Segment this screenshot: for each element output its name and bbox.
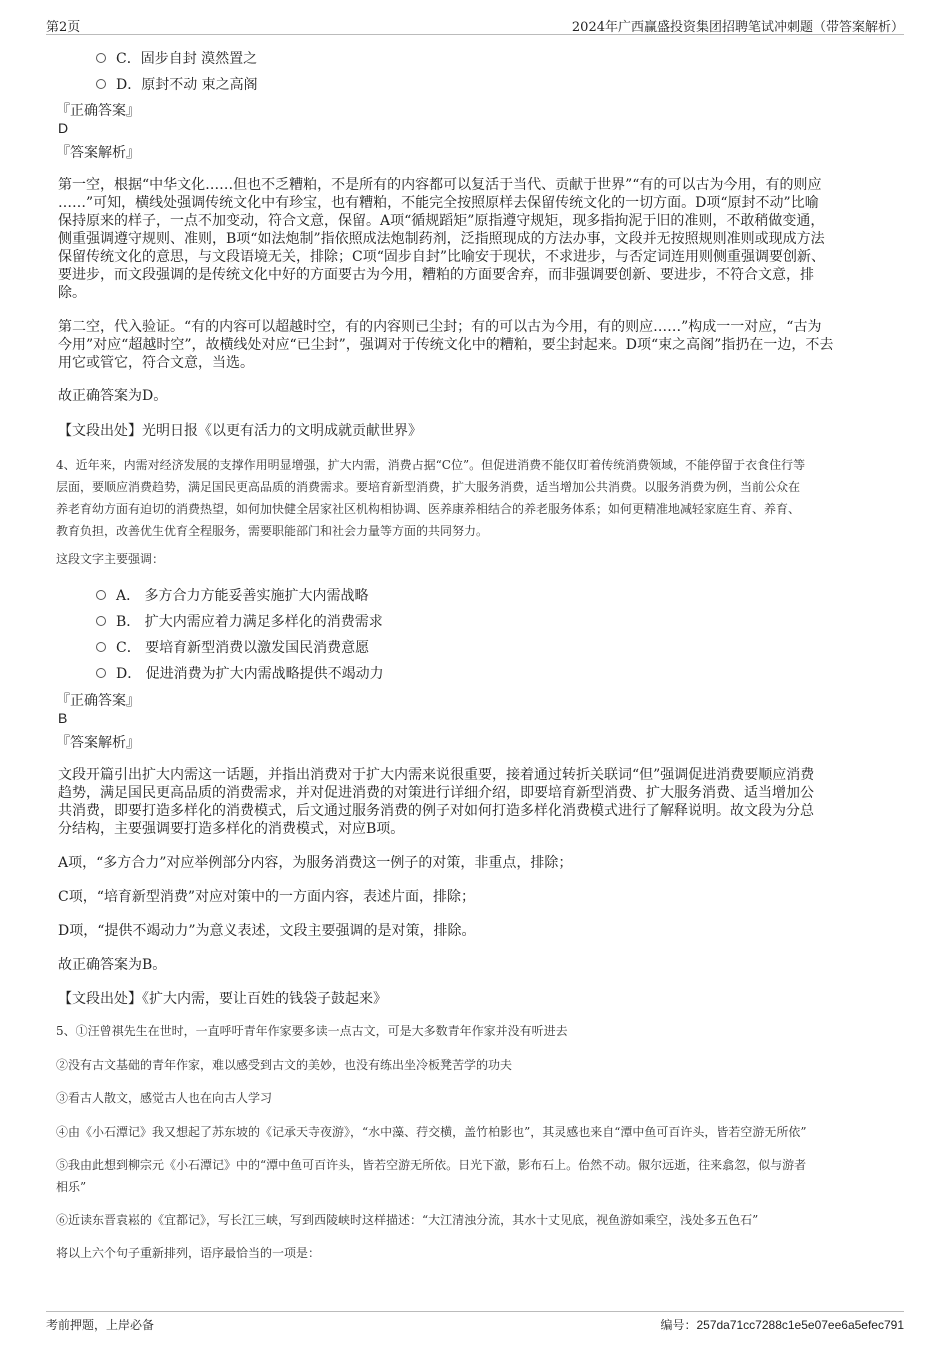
analysis-label: 『答案解析』 [56,735,140,751]
option-d[interactable]: D． 促进消费为扩大内需战略提供不竭动力 [96,663,384,683]
option-a[interactable]: A． 多方合力方能妥善实施扩大内需战略 [96,585,369,605]
sentence-2: ②没有古文基础的青年作家，难以感受到古文的美妙，也没有练出坐冷板凳苦学的功夫 [56,1058,513,1072]
page-header [46,14,904,35]
analysis-paragraph-2: 第二空，代入验证。“有的内容可以超越时空，有的内容则已尘封；有的可以古为今用，有的则应……”构成一一对应，“古为 今用”对应“超越时空”，故横线处对应“已尘封”，强调对于传统文化中的糟粕，要尘封起来。D项“束之高阁”指扔在一边，不去 用它或管它，符合文意，当选。 [58,319,834,371]
analysis-paragraph-1: 第一空，根据“中华文化……但也不乏糟粕，不是所有的内容都可以复活于当代、贡献于世界”“有的可以古为今用，有的则应 ……”可知，横线处强调传统文化中有珍宝，也有糟粕，不能完全按照原样去保留传统文化的一切方面。D项“原封不动”比喻 保持原来的样子，一点不加变动，符合文意，保留。A项“循规蹈矩”原指遵守规矩，现多指拘泥于旧的准则，不敢稍做变通， 侧重强调遵守规则、准则，B项“如法炮制”指依照成法炮制药剂，泛指照现成的方法办事，文段并无按照规则准则或现成方法 保留传统文化的意思，与文段语境无关，排除；C项“固步自封”比喻安于现状，不求进步，与否定词连用则侧重强调要创新、 要进步，而文段强调的是传统文化中好的方面要古为今用，糟粕的方面要舍弃，而非强调要创新、要进步，不符合文意，排 除。 [58,177,826,301]
conclusion: 故正确答案为D。 [58,388,168,404]
footer-slogan: 考前押题，上岸必备 [46,1318,155,1332]
question-prompt: 这段文字主要强调： [56,552,165,566]
sentence-5: ⑤我由此想到柳宗元《小石潭记》中的“潭中鱼可百许头，皆若空游无所依。日光下澈，影布石上。佁然不动。俶尔远逝，往来翕忽，似与游者 相乐” [56,1158,807,1194]
answer-label: 『正确答案』 [56,693,140,709]
page-number: 第2页 [46,20,81,35]
answer-value: D [58,120,69,136]
radio-icon[interactable] [96,53,106,63]
analysis-label: 『答案解析』 [56,145,140,161]
analysis-line-a: A项，“多方合力”对应举例部分内容，为服务消费这一例子的对策，非重点，排除； [58,855,573,871]
option-d[interactable]: D．原封不动 束之高阁 [96,74,258,94]
radio-icon[interactable] [96,642,106,652]
analysis-paragraph-1: 文段开篇引出扩大内需这一话题，并指出消费对于扩大内需来说很重要，接着通过转折关联词“但”强调促进消费要顺应消费 趋势，满足国民更高品质的消费需求，并对促进消费的对策进行详细介绍，即要培育新型消费、扩大服务消费、适当增加公 共消费，即要打造多样化的消费模式，后文通过服务消费的例子对如何打造多样化消费模式进行了解释说明。故文段为分总 分结构，主要强调要打造多样化的消费模式，对应B项。 [58,767,815,837]
document-id: 编号：257da71cc7288c1e5e07ee6a5efec791 [660,1318,904,1332]
sentence-6: ⑥近读东晋袁崧的《宜都记》，写长江三峡，写到西陵峡时这样描述：“大江清浊分流，其水十丈见底，视鱼游如乘空，浅处多五色石” [56,1213,759,1227]
answer-value: B [58,710,68,726]
document-title: 2024年广西赢盛投资集团招聘笔试冲刺题（带答案解析） [571,20,904,35]
question-prompt: 将以上六个句子重新排列，语序最恰当的一项是： [56,1246,321,1260]
radio-icon[interactable] [96,79,106,89]
option-b[interactable]: B． 扩大内需应着力满足多样化的消费需求 [96,611,383,631]
conclusion: 故正确答案为B。 [58,957,167,973]
page-footer [46,1311,904,1334]
sentence-3: ③看古人散文，感觉古人也在向古人学习 [56,1091,273,1105]
radio-icon[interactable] [96,590,106,600]
sentence-4: ④由《小石潭记》我又想起了苏东坡的《记承天寺夜游》，“水中藻、荇交横，盖竹柏影也”，其灵感也来自“潭中鱼可百许头，皆若空游无所依” [56,1125,807,1139]
radio-icon[interactable] [96,616,106,626]
question-stem: 4、近年来，内需对经济发展的支撑作用明显增强，扩大内需，消费占据“C位”。但促进消费不能仅盯着传统消费领域，不能停留于衣食住行等 层面，要顺应消费趋势，满足国民更高品质的消费需求。要培育新型消费，扩大服务消费，适当增加公共消费。以服务消费为例，当前公众在 养老育幼方面有迫切的消费热望，如何加快健全居家社区机构相协调、医养康养相结合的养老服务体系；如何更精准地减轻家庭生育、养育、 教育负担，改善优生优育全程服务，需要职能部门和社会力量等方面的共同努力。 [56,458,806,538]
source: 【文段出处】《扩大内需，要让百姓的钱袋子鼓起来》 [58,991,387,1007]
option-c[interactable]: C．固步自封 漠然置之 [96,48,257,68]
analysis-line-c: C项，“培育新型消费”对应对策中的一方面内容，表述片面，排除； [58,889,476,905]
sentence-1: 5、①汪曾祺先生在世时，一直呼吁青年作家要多读一点古文，可是大多数青年作家并没有听进去 [56,1024,568,1038]
radio-icon[interactable] [96,668,106,678]
analysis-line-d: D项，“提供不竭动力”为意义表述，文段主要强调的是对策，排除。 [58,923,476,939]
answer-label: 『正确答案』 [56,103,140,119]
option-c[interactable]: C． 要培育新型消费以激发国民消费意愿 [96,637,369,657]
source: 【文段出处】光明日报《以更有活力的文明成就贡献世界》 [58,423,422,439]
